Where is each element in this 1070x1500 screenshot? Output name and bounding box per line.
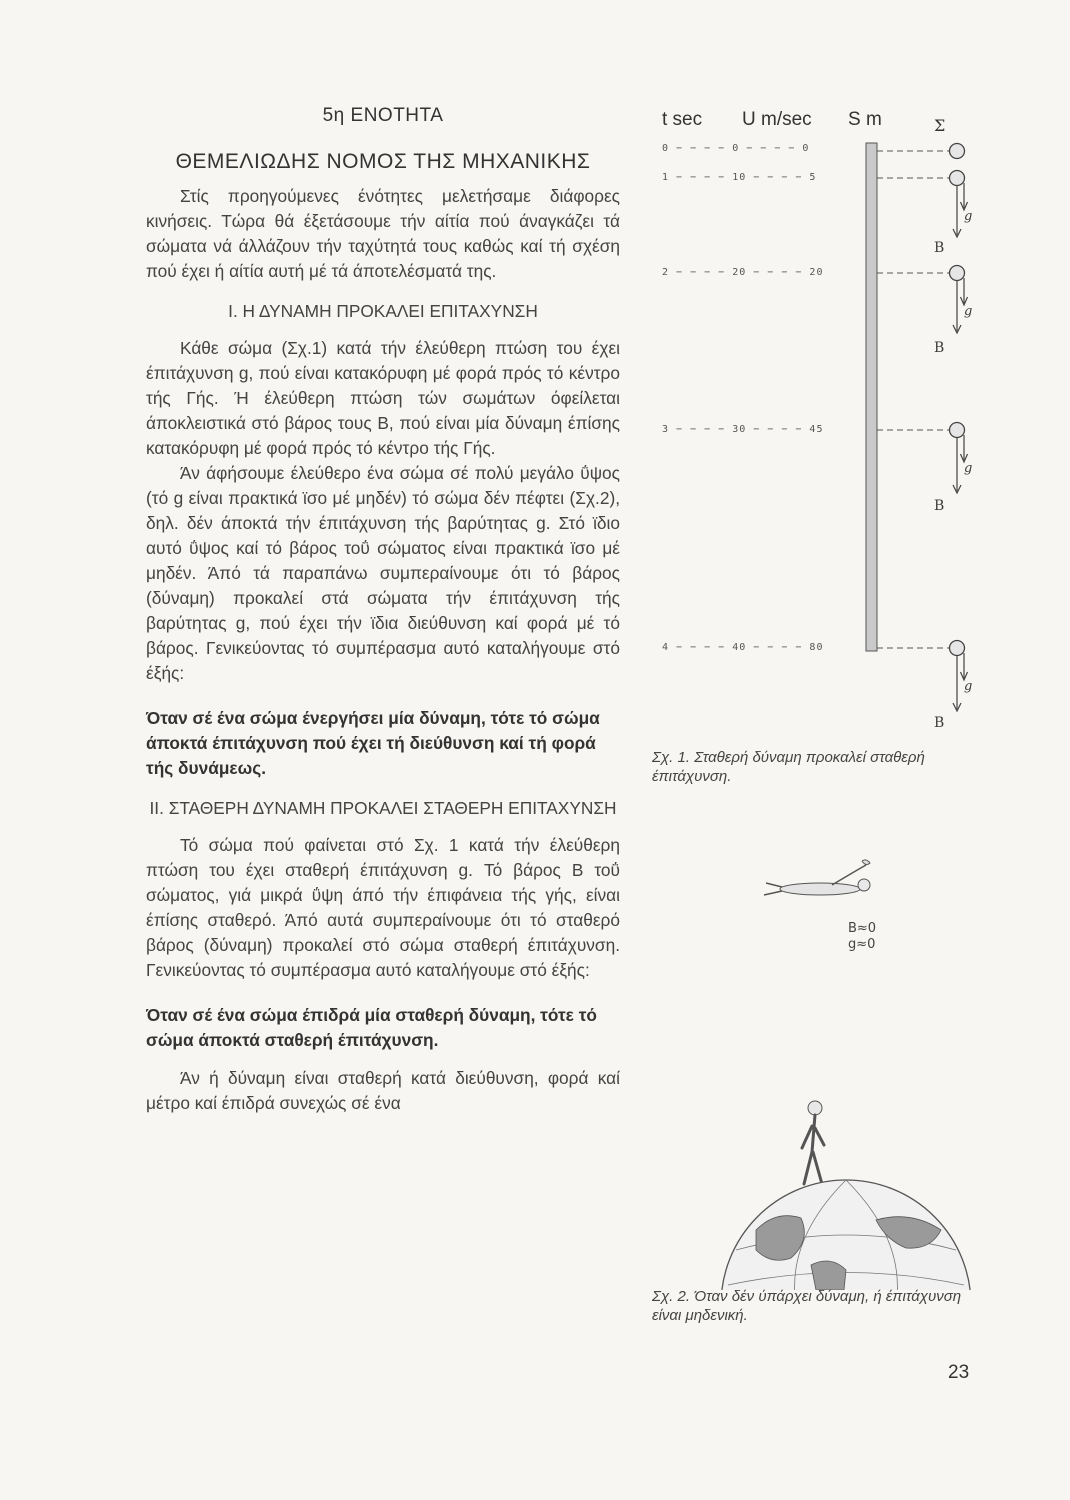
accel-label-1: g (964, 209, 973, 224)
column-header-time: t sec (662, 109, 703, 130)
ball-t1 (950, 171, 965, 186)
falling-body-diagram (648, 105, 988, 765)
accel-label-3: g (964, 461, 973, 476)
ball-t2 (950, 266, 965, 281)
accel-label-2: g (964, 304, 973, 319)
floating-person-illustration (760, 855, 890, 915)
row-label-t0: 0 − − − − 0 − − − − 0 (662, 143, 810, 154)
walker-head (808, 1101, 822, 1115)
row-label-t1: 1 − − − − 10 − − − − 5 (662, 172, 817, 183)
weight-zero-label: B≈0 (848, 921, 877, 936)
earth-walker-illustration (716, 1090, 976, 1290)
weight-label-1: B (934, 240, 945, 256)
section-1-paragraph-1: Κάθε σώμα (Σχ.1) κατά τήν έλεύθερη πτώση του έχει έπιτάχυνση g, πού είναι κατακόρυφη μέ φορά πρός τό κέντρο τής Γής. Ή έλεύθερη πτώση τών σωμάτων όφείλεται άποκλειστικά στό βάρος τους Β, πού είναι μία δύναμη έπίσης κατακόρυφη μέ φορά πρός τό κέντρο τής Γής. (146, 338, 620, 458)
floating-person-legs (764, 883, 782, 895)
law-statement-2: Όταν σέ ένα σώμα έπιδρά μία σταθερή δύναμη, τότε τό σώμα άποκτά σταθερή έπιτάχυνση. (146, 1005, 597, 1050)
weight-label-4: B (934, 715, 945, 731)
ball-t0 (950, 144, 965, 159)
weight-label-2: B (934, 340, 945, 356)
row-label-t3: 3 − − − − 30 − − − − 45 (662, 424, 824, 435)
intro-paragraph: Στίς προηγούμενες ένότητες μελετήσαμε διάφορες κινήσεις. Τώρα θά έξετάσουμε τήν αίτία πού άναγκάζει τά σώματα νά άλλάζουν τήν ταχύτητά τους καθώς καί τή σχέση πού έχει ή αίτία αυτή μέ τά άποτελέσματά της. (146, 186, 620, 281)
unit-header: 5η ΕΝΟΤΗΤΑ (322, 105, 444, 126)
column-header-sigma: Σ (934, 116, 946, 135)
page-title: ΘΕΜΕΛΙΩΔΗΣ ΝΟΜΟΣ ΤΗΣ ΜΗΧΑΝΙΚΗΣ (175, 150, 591, 173)
floating-person-hand (862, 860, 870, 865)
column-header-velocity: U m/sec (742, 109, 812, 130)
page-number: 23 (948, 1362, 970, 1383)
section-1-heading: Ι. Η ΔΥΝΑΜΗ ΠΡΟΚΑΛΕΙ ΕΠΙΤΑΧΥΝΣΗ (228, 301, 538, 321)
main-text-column (146, 105, 620, 1116)
row-label-t2: 2 − − − − 20 − − − − 20 (662, 267, 824, 278)
floating-person-body (780, 883, 860, 895)
law-statement-1: Όταν σέ ένα σώμα ένεργήσει μία δύναμη, τότε τό σώμα άποκτά έπιτάχυνση πού έχει τή διεύθυνση καί τή φορά τής δυνάμεως. (146, 708, 600, 778)
section-2-heading: ΙΙ. ΣΤΑΘΕΡΗ ΔΥΝΑΜΗ ΠΡΟΚΑΛΕΙ ΣΤΑΘΕΡΗ ΕΠΙΤΑΧΥΝΣΗ (149, 798, 617, 818)
floating-person-head (858, 879, 870, 891)
section-2-paragraph-2: Άν ή δύναμη είναι σταθερή κατά διεύθυνση, φορά καί μέτρο καί έπιδρά συνεχώς σέ ένα (146, 1068, 620, 1113)
ball-t4 (950, 641, 965, 656)
height-scale-bar (866, 143, 877, 651)
section-1-paragraph-2: Άν άφήσουμε έλεύθερο ένα σώμα σέ πολύ μεγάλο ΰψος (τό g είναι πρακτικά ϊσο μέ μηδέν) τό σώμα δέν πέφτει (Σχ.2), δηλ. δέν άποκτά τήν έπιτάχυνση τής βαρύτητας g. Στό ϊδιο αυτό ΰψος καί τό βάρος τοΰ σώματος είναι πρακτικά ϊσο μέ μηδέν. Άπό τά παραπάνω συμπεραίνουμε ότι τό βάρος (δύναμη) προκαλεί στά σώματα τήν έπιτάχυνση τής βαρύτητας g, πού έχει τήν ϊδια διεύθυνση καί φορά μέ τό βάρος. Γενικεύοντας τό συμπέρασμα αυτό καταλήγουμε στό έξής: (146, 463, 620, 683)
row-label-t4: 4 − − − − 40 − − − − 80 (662, 642, 824, 653)
figure-1-caption: Σχ. 1. Σταθερή δύναμη προκαλεί σταθερή έπιτάχυνση. (652, 749, 925, 785)
accel-label-4: g (964, 679, 973, 694)
section-2-paragraph-1: Τό σώμα πού φαίνεται στό Σχ. 1 κατά τήν έλεύθερη πτώση του έχει σταθερή έπιτάχυνση g. Τό βάρος Β τοΰ σώματος, γιά μικρά ΰψη άπό τήν έπιφάνεια τής γής, είναι έπίσης σταθερό. Άπό αυτά συμπεραίνουμε ότι τό σταθερό βάρος (δύναμη) προκαλεί στό σώμα σταθερή έπιτάχυνση. Γενικεύοντας τό συμπέρασμα αυτό καταλήγουμε στό έξής: (146, 835, 620, 980)
gravity-zero-label: g≈0 (848, 937, 876, 952)
walker-body (802, 1115, 824, 1184)
figure-2-caption: Σχ. 2. Όταν δέν ύπάρχει δύναμη, ή έπιτάχυνση είναι μηδενική. (652, 1288, 962, 1324)
earth-continent-2 (811, 1261, 846, 1290)
weight-label-3: B (934, 498, 945, 514)
ball-t3 (950, 423, 965, 438)
column-header-distance: S m (848, 109, 882, 130)
figure-1 (648, 105, 988, 765)
